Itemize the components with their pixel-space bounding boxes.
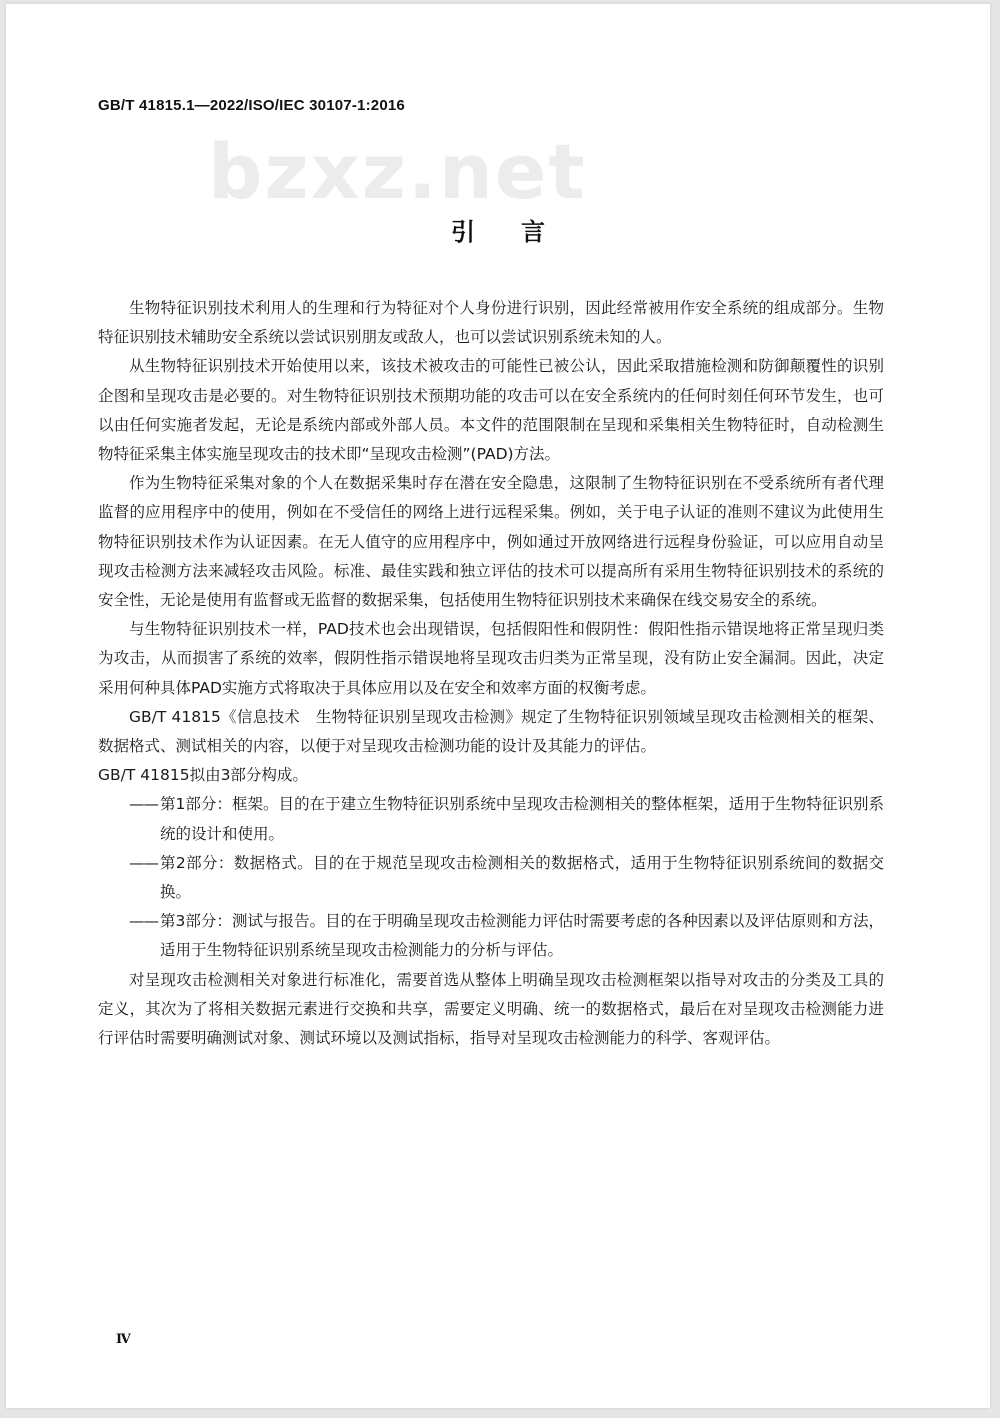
list-item-part-2 bbox=[98, 849, 884, 907]
paragraph-4: 与生物特征识别技术一样，PAD技术也会出现错误，包括假阳性和假阴性：假阳性指示错误地将正常呈现归类为攻击，从而损害了系统的效率，假阴性指示错误地将呈现攻击归类为正常呈现，没有防止安全漏洞。因此，决定采用何种具体PAD实施方式将取决于具体应用以及在安全和效率方面的权衡考虑。 bbox=[98, 620, 884, 697]
parts-intro: GB/T 41815拟由3部分构成。 bbox=[98, 766, 308, 785]
section-title: 引言 bbox=[451, 218, 591, 246]
list-item-text: 第2部分：数据格式。目的在于规范呈现攻击检测相关的数据格式，适用于生物特征识别系统间的数据交换。 bbox=[160, 853, 884, 902]
paragraph-3: 作为生物特征采集对象的个人在数据采集时存在潜在安全隐患，这限制了生物特征识别在不受系统所有者代理监督的应用程序中的使用，例如在不受信任的网络上进行远程采集。例如，关于电子认证的准则不建议为此使用生物特征识别技术作为认证因素。在无人值守的应用程序中，例如通过开放网络进行远程身份验证，可以应用自动呈现攻击检测方法来减轻攻击风险。标准、最佳实践和独立评估的技术可以提高所有采用生物特征识别技术的系统的安全性，无论是使用有监督或无监督的数据采集，包括使用生物特征识别技术来确保在线交易安全的系统。 bbox=[98, 474, 884, 610]
closing-paragraph: 对呈现攻击检测相关对象进行标准化，需要首选从整体上明确呈现攻击检测框架以指导对攻击的分类及工具的定义，其次为了将相关数据元素进行交换和共享，需要定义明确、统一的数据格式，最后在对呈现攻击检测能力进行评估时需要明确测试对象、测试环境以及测试指标，指导对呈现攻击检测能力的科学、客观评估。 bbox=[98, 970, 884, 1048]
document-body bbox=[98, 294, 884, 1053]
list-item-text: 第3部分：测试与报告。目的在于明确呈现攻击检测能力评估时需要考虑的各种因素以及评估原则和方法，适用于生物特征识别系统呈现攻击检测能力的分析与评估。 bbox=[160, 912, 884, 960]
paragraph-5: GB/T 41815《信息技术 生物特征识别呈现攻击检测》规定了生物特征识别领域呈现攻击检测相关的框架、数据格式、测试相关的内容，以便于对呈现攻击检测功能的设计及其能力的评估。 bbox=[98, 707, 884, 756]
document-page bbox=[6, 4, 990, 1408]
page-number: Ⅳ bbox=[116, 1332, 131, 1347]
list-dash: —— bbox=[129, 853, 158, 872]
watermark-text: bzxz.net bbox=[208, 127, 587, 216]
paragraph-2: 从生物特征识别技术开始使用以来，该技术被攻击的可能性已被公认，因此采取措施检测和防御颠覆性的识别企图和呈现攻击是必要的。对生物特征识别技术预期功能的攻击可以在安全系统内的任何时刻任何环节发生，也可以由任何实施者发起，无论是系统内部或外部人员。本文件的范围限制在呈现和采集相关生物特征时，自动检测生物特征采集主体实施呈现攻击的技术即“呈现攻击检测”(PAD)方法。 bbox=[98, 357, 884, 464]
list-item-text: 第1部分：框架。目的在于建立生物特征识别系统中呈现攻击检测相关的整体框架，适用于生物特征识别系统的设计和使用。 bbox=[160, 795, 884, 843]
list-dash: —— bbox=[129, 912, 158, 931]
list-dash: —— bbox=[129, 795, 158, 814]
standard-number-header: GB/T 41815.1—2022/ISO/IEC 30107-1:2016 bbox=[98, 97, 405, 114]
list-item-part-1 bbox=[98, 790, 884, 848]
paragraph-1: 生物特征识别技术利用人的生理和行为特征对个人身份进行识别，因此经常被用作安全系统的组成部分。生物特征识别技术辅助安全系统以尝试识别朋友或敌人，也可以尝试识别系统未知的人。 bbox=[98, 299, 884, 347]
list-item-part-3 bbox=[98, 907, 884, 965]
